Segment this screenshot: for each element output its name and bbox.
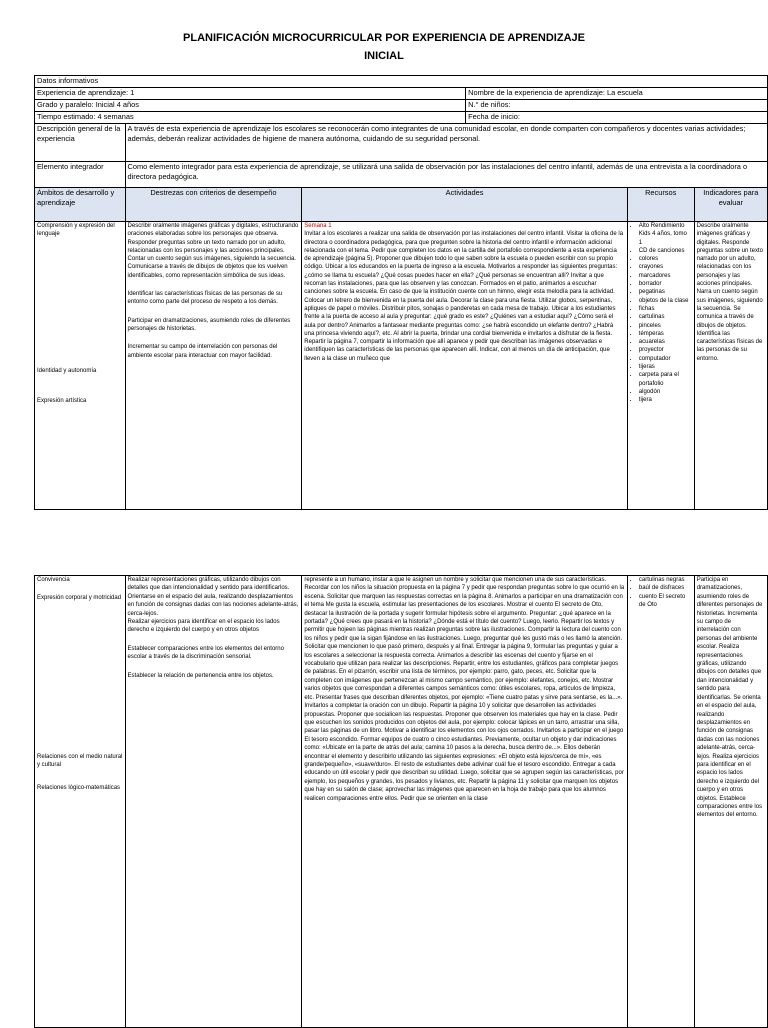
ambito-item: Relaciones con el medio natural y cultural [37, 753, 123, 769]
planning-table-page1 [34, 75, 768, 510]
experience-number: Experiencia de aprendizaje: 1 [35, 88, 466, 100]
planning-table-page2 [34, 575, 768, 1028]
ambito-item: Convivencia [37, 577, 70, 583]
resource-item: • pegatinas [639, 288, 692, 296]
resources-list [630, 222, 692, 405]
destreza-item: Describir oralmente imágenes gráficas y digitales, estructurando oraciones elaboradas sobre los personajes que observa. [127, 223, 299, 238]
resource-item: • Alto Rendimiento Kids 4 años, tomo 1 [639, 222, 692, 247]
destrezas-cell-1 [125, 222, 302, 510]
destreza-item: Realizar ejercicios para identificar en el espacio los lados derecho e izquierdo del cuerpo y en otros objetos [127, 619, 280, 634]
resource-item: • CD de canciones [639, 247, 692, 255]
destrezas-cell-2 [125, 576, 302, 1028]
resource-item: • acuarelas [639, 338, 692, 346]
destreza-item: Participar en dramatizaciones, asumiendo roles de diferentes personajes de historietas. [127, 317, 291, 332]
destreza-item: Incrementar su campo de interrelación con personas del ambiente escolar para interactuar con mayor facilidad. [127, 344, 278, 359]
destreza-item: Contar un cuento según sus imágenes, siguiendo la secuencia. [127, 256, 296, 263]
resource-item: • tijera [639, 396, 692, 404]
ambito-item: Relaciones lógico-matemáticas [37, 784, 121, 791]
resource-item: • marcadores [639, 272, 692, 280]
ambito-item: Expresión corporal y motricidad [37, 595, 122, 602]
header-indicadores: Indicadores para evaluar [694, 188, 767, 222]
resource-item: • cartulinas [639, 313, 692, 321]
ambito-item: Comprensión y expresión del lenguaje [37, 223, 115, 238]
resource-item: • colores [639, 255, 692, 263]
resource-item: • témperas [639, 330, 692, 338]
destreza-item: Orientarse en el espacio del aula, realizando desplazamientos en función de consignas dadas con las nociones adelante-atrás, cerca-lejos. [127, 593, 299, 617]
estimated-time: Tiempo estimado: 4 semanas [35, 112, 466, 124]
indicadores-cell-1: Describe oralmente imágenes gráficas y digitales. Responde preguntas sobre un texto narrado por un adulto, relacionadas con los personajes y las acciones principales. Narra un cuento según sus imágenes, siguiendo la secuencia. Se comunica a través de dibujos de objetos. Identifica las características físicas de las personas de su entorno. [694, 222, 767, 510]
destreza-item: Responder preguntas sobre un texto narrado por un adulto, relacionadas con los personajes y las acciones principales. [127, 239, 286, 254]
grade: Grado y paralelo: Inicial 4 años [35, 100, 466, 112]
resource-item: • cuento El secreto de Oto [639, 593, 692, 610]
resource-item: • computador [639, 355, 692, 363]
resource-item: • pinceles [639, 322, 692, 330]
header-recursos: Recursos [627, 188, 694, 222]
resource-item: • algodón [639, 388, 692, 396]
ambitos-cell-2 [35, 576, 126, 1028]
indicadores-cell-2: Participa en dramatizaciones, asumiendo roles de diferentes personajes de historietas. Incrementa su campo de interrelación con personas del ambiente escolar. Realiza representaciones gráficas, utilizando dibujos con detalles que dan intencionalidad y sentido para identificarlas. Se orienta en el espacio del aula, realizando desplazamientos en función de consignas dadas con las nociones adelante-atrás, cerca-lejos. Realiza ejercicios para identificar en el espacio los lados derecho e izquierdo del cuerpo y en otros objetos. Establece comparaciones entre los elementos del entorno. [694, 576, 767, 1028]
resource-item: • tijeras [639, 363, 692, 371]
integrator-label: Elemento integrador [35, 162, 126, 188]
document-title: PLANIFICACIÓN MICROCURRICULAR POR EXPERIENCIA DE APRENDIZAJE [183, 32, 585, 44]
destreza-item: Establecer la relación de pertenencia entre los objetos. [127, 672, 274, 679]
resource-item: • carpeta para el portafolio [639, 371, 692, 388]
children-count: N.° de niños: [466, 100, 768, 112]
ambito-item: Expresión artística [37, 397, 87, 404]
description-text: A través de esta experiencia de aprendizaje los escolares se reconocerán como integrantes de una comunidad escolar, en donde comparten con compañeros y docentes varias actividades; además, deberán realizar actividades de higiene de manera autónoma, cuidando de su seguridad personal. [125, 124, 767, 162]
destreza-item: Establecer comparaciones entre los elementos del entorno escolar a través de la discriminación sensorial. [127, 645, 284, 661]
activities-text: Invitar a los escolares a realizar una salida de observación por las instalaciones del centro infantil. Visitar la oficina de la directora o coordinadora pedagógica, para que pregunten sobre la historia del centro infantil e información adicional relacionada con el tema. Pedir que completen los datos en la cartilla del portafolio correspondiente a esta experiencia de aprendizaje (página 5). Proponer que dibujen todo lo que saben sobre la escuela o pueden escribir con su propio código. Ubicar a los educandos en la puerta de ingreso a la escuela. Motivarlos a responder las siguientes preguntas: ¿cómo se llama tu escuela? ¿Qué cosas puedes hacer en ella? ¿Qué personas se encuentran allí? Invitar a que recorran las instalaciones, para que las observen y las conozcan. Formados en el patio, animarlos a escuchar canciones sobre la escuela. En caso de que la institución cuente con un himno, elegir esta melodía para la actividad. Colocar un letrero de bienvenida en la puerta del aula. Decorar la clase para una fiesta. Utilizar globos, serpentinas, apliques de papel o móviles. Distribuir pitos, sonajas o panderetas en cada mesa de trabajo. Ubicar a los estudiantes frente a la puerta de acceso al aula y preguntar: ¿qué grado es este? ¿Quiénes van a estudiar aquí? ¿Cómo será el aula por dentro? Animarlos a fantasear mediante preguntas como: ¿se habrá escondido un elefante dentro? ¿Habrá una princesa viviendo aquí?, etc. Al abrir la puerta, brindar una cordial bienvenida e invitarlos a disfrutar de la fiesta. Repartir la página 7, compartir la información que allí aparece y pedir que describan las imágenes observadas e identifiquen las características de las personas que aparecen allí. Indicar, con al menos un día de anticipación, que lleven a la clase un muñeco que [304, 231, 624, 362]
resource-item: • proyector [639, 346, 692, 354]
resource-item: • fichas [639, 305, 692, 313]
recursos-cell-2 [627, 576, 694, 1028]
actividades-cell-1 [302, 222, 628, 510]
experience-name: Nombre de la experiencia de aprendizaje: La escuela [466, 88, 768, 100]
destreza-item: Realizar representaciones gráficas, utilizando dibujos con detalles que dan intencionalidad y sentido para identificarlos. [127, 577, 290, 592]
resources-list [630, 576, 692, 610]
description-label: Descripción general de la experiencia [35, 124, 126, 162]
document-subtitle: INICIAL [364, 50, 404, 62]
ambito-item: Identidad y autonomía [37, 367, 97, 374]
week-label: Semana 1 [304, 223, 332, 229]
start-date: Fecha de inicio: [466, 112, 768, 124]
info-header: Datos informativos [35, 76, 768, 88]
header-ambitos: Ámbitos de desarrollo y aprendizaje [35, 188, 126, 222]
integrator-text: Como elemento integrador para esta experiencia de aprendizaje, se utilizará una salida de observación por las instalaciones del centro infantil, además de una entrevista a la coordinadora o directora pedagógica. [125, 162, 767, 188]
ambitos-cell-1 [35, 222, 126, 510]
header-actividades: Actividades [302, 188, 628, 222]
destreza-item: Identificar las características físicas de las personas de su entorno como parte del proceso de respeto a los demás. [127, 291, 283, 306]
resource-item: • objetos de la clase [639, 297, 692, 305]
resource-item: • baúl de disfraces [639, 584, 692, 592]
header-destrezas: Destrezas con criterios de desempeño [125, 188, 302, 222]
resource-item: • crayones [639, 263, 692, 271]
resource-item: • cartulinas negras [639, 576, 692, 584]
resource-item: • borrador [639, 280, 692, 288]
actividades-cell-2: represente a un humano, instar a que le asignen un nombre y solicitar que mencionen una de sus características. Recordar con los niños la situación propuesta en la página 7 y pedir que respondan preguntas sobre lo que ocurrió en la escena. Solicitar que marquen las respuestas correctas en la página 8. Animarlos a participar en una dramatización con el tema Me gusta la escuela, estimular las presentaciones de los escolares. Mostrar el cuento El secreto de Oto, destacar la ilustración de la portada y sugerir formular hipótesis sobre el argumento. Preguntar: ¿qué aparece en la portada? ¿Qué crees que pasará en la historia? ¿Dónde está el título del cuento? Luego, leerlo. Repartir los textos y permitir que hojeen las páginas mientras realizan preguntas sobre las ilustraciones. Compartir la lectura del cuento con los niños y pedir que la sigan fijándose en las ilustraciones. Luego, preguntar qué les gustó más o les llamó la atención. Solicitar que mencionen lo que pasó primero, después y al final. Entregar la página 9, formular las preguntas y guiar a los escolares a seleccionar la respuesta correcta. Animarlos a describir las escenas del cuento y fijarse en el vocabulario que utilizan para realizar las descripciones. Repartir, entre los estudiantes, gráficos para completar juegos de palabras. En el pizarrón, escribir una lista de términos, por ejemplo: parro, gato, peces, etc. Solicitar que la completen con imágenes que pertenezcan al mismo campo semántico, por ejemplo: elefantes, conejos, etc. Mostrar varios objetos que correspondan a diferentes campos semánticos como: útiles escolares, ropa, artículos de limpieza, etc. Presentar frases que describan diferentes objetos, por ejemplo: «Tiene cuatro patas y sirve para sentarse, es la...». Invitarlos a completar la oración con un dibujo. Repartir la página 10 y solicitar que desarrollen las actividades propuestas. Proponer que socialicen las respuestas. Proponer que observen los materiales que hay en la clase. Pedir que escuchen los sonidos producidos con objetos del aula, por ejemplo: colocar lápices en un tarro, arrastrar una silla, pasar las páginas de un libro. Motivar a identificar los elementos con los ojos cerrados. Invitarlos a participar en el juego El tesoro escondido. Formar equipos de cuatro o cinco estudiantes. Previamente, ocultar un objeto y dar indicaciones como: «Ubicate en la parte de atrás del aula; camina 10 pasos a la derecha, busca dentro de...». Ellos deberán encontrar el elemento y describirlo utilizando las siguientes expresiones: «El objeto está lejos/cerca de mí», «es grande/pequeño», «suave/duro». El resto de estudiantes debe adivinar cuál fue el tesoro escondido. Entregar a cada educando un útil escolar y pedir que describan su utilidad. Luego, solicitar que se agrupen según las características, por ejemplo, los pequeños y grandes, los pesados y livianos, etc. Repartir la página 11 y solicitar que marquen los objetos que hay en su salón de clase; aprovechar las imágenes que aparecen en la hoja de trabajo para que los alumnos realicen comparaciones entre ellos. Pedir que se orienten en la clase [302, 576, 628, 1028]
destreza-item: Comunicarse a través de dibujos de objetos que los vuelven identificables, como representación simbólica de sus ideas. [127, 264, 288, 279]
recursos-cell-1 [627, 222, 694, 510]
